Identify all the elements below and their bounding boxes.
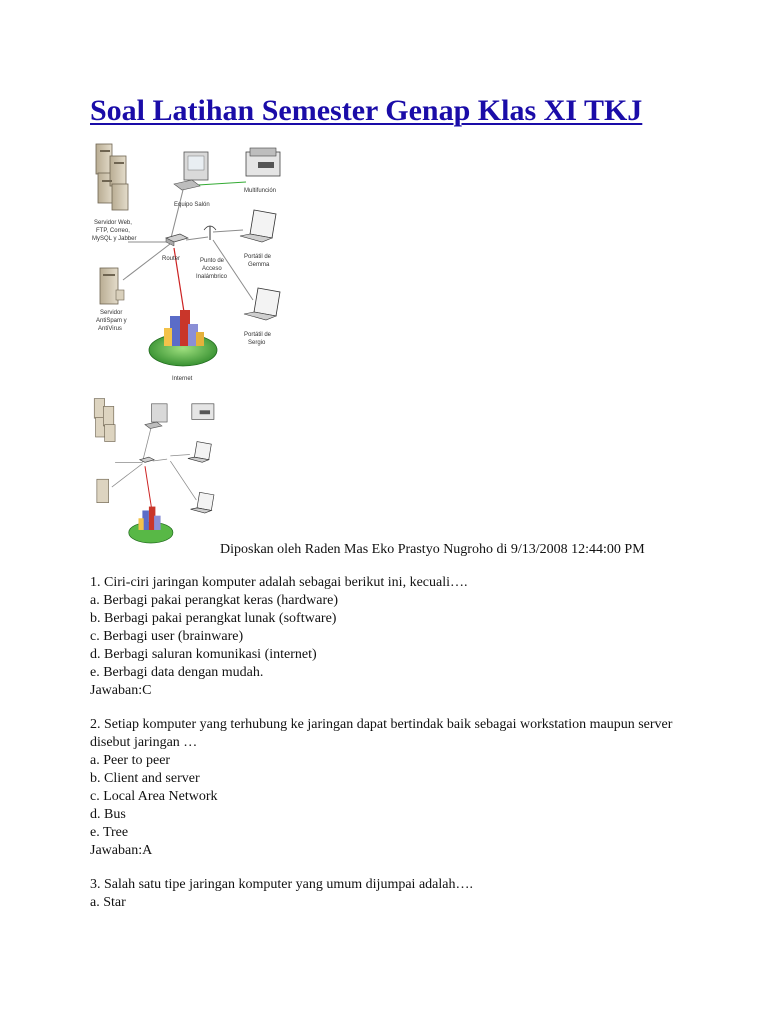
laptop-icon <box>191 492 214 513</box>
printer-icon <box>246 148 280 176</box>
svg-text:AntiSpam y: AntiSpam y <box>96 318 127 324</box>
answer-option: e. Tree <box>90 825 129 840</box>
question-text: 1. Ciri-ciri jaringan komputer adalah sebagai berikut ini, kecuali…. <box>90 575 468 590</box>
answer-option: c. Local Area Network <box>90 789 218 804</box>
laptop-icon <box>244 288 280 320</box>
network-diagram-thumbnail[interactable] <box>88 396 228 556</box>
svg-text:Servidor: Servidor <box>100 310 123 316</box>
svg-text:MySQL y Jabber: MySQL y Jabber <box>92 236 137 242</box>
svg-text:AntiVirus: AntiVirus <box>98 326 122 332</box>
answer-option: b. Berbagi pakai perangkat lunak (software) <box>90 611 337 626</box>
svg-text:Multifunción: Multifunción <box>244 188 277 194</box>
svg-text:Servidor Web,: Servidor Web, <box>94 220 132 226</box>
svg-text:Gemma: Gemma <box>248 262 270 268</box>
question-item <box>90 574 690 700</box>
question-item <box>90 716 690 860</box>
server-icon <box>94 399 115 442</box>
wireless-access-point-icon <box>204 226 216 240</box>
answer-option: c. Berbagi user (brainware) <box>90 629 244 644</box>
svg-text:Sergio: Sergio <box>248 340 266 346</box>
svg-text:Portátil de: Portátil de <box>244 254 272 260</box>
svg-text:Inalámbrico: Inalámbrico <box>196 274 228 280</box>
internet-globe-icon <box>129 507 173 543</box>
printer-icon <box>192 404 214 420</box>
question-text: 2. Setiap komputer yang terhubung ke jaringan dapat bertindak baik sebagai workstation maupun server disebut jaringan … <box>90 717 673 750</box>
laptop-icon <box>188 442 211 463</box>
answer-option: d. Berbagi saluran komunikasi (internet) <box>90 647 317 662</box>
server-icon <box>96 144 128 210</box>
svg-text:Portátil de: Portátil de <box>244 332 272 338</box>
server-icon <box>97 479 109 502</box>
svg-text:FTP, Correo,: FTP, Correo, <box>96 228 130 234</box>
answer-option: e. Berbagi data dengan mudah. <box>90 665 264 680</box>
answer-option: a. Peer to peer <box>90 753 171 768</box>
question-text: 3. Salah satu tipe jaringan komputer yang umum dijumpai adalah…. <box>90 877 473 892</box>
internet-globe-icon <box>149 310 217 366</box>
router-icon <box>140 457 154 462</box>
answer-option: a. Star <box>90 895 126 910</box>
post-byline: Diposkan oleh Raden Mas Eko Prastyo Nugroho di 9/13/2008 12:44:00 PM <box>220 542 645 557</box>
question-item <box>90 876 690 912</box>
server-icon <box>100 268 124 304</box>
answer-key: Jawaban:C <box>90 683 152 698</box>
answer-option: b. Client and server <box>90 771 200 786</box>
laptop-icon <box>240 210 276 242</box>
answer-option: d. Bus <box>90 807 126 822</box>
svg-text:Router: Router <box>162 256 181 262</box>
svg-text:Acceso: Acceso <box>202 266 222 272</box>
svg-text:Equipo Salón: Equipo Salón <box>174 202 210 208</box>
svg-text:Punto de: Punto de <box>200 258 225 264</box>
svg-text:Internet: Internet <box>172 376 193 382</box>
question-list <box>90 574 690 912</box>
answer-key: Jawaban:A <box>90 843 153 858</box>
desktop-computer-icon <box>145 404 167 429</box>
network-diagram-image <box>88 140 300 386</box>
answer-option: a. Berbagi pakai perangkat keras (hardware) <box>90 593 338 608</box>
page-title[interactable]: Soal Latihan Semester Genap Klas XI TKJ <box>90 94 643 127</box>
